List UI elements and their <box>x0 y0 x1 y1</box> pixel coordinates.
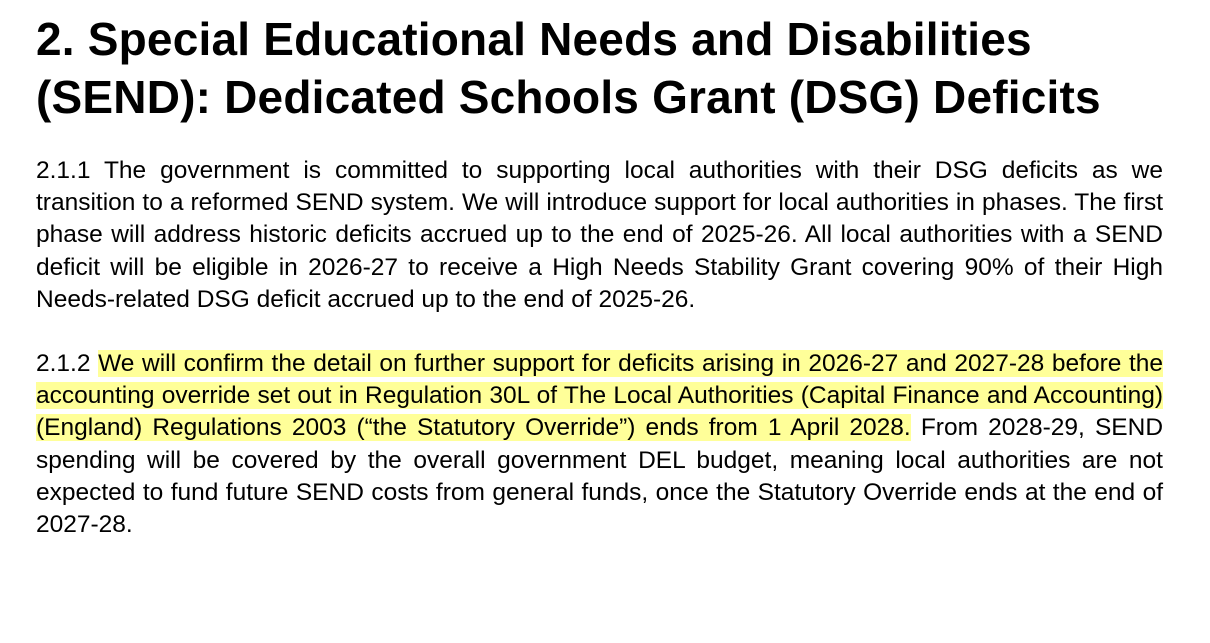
paragraph-text: The government is committed to supporting local authorities with their DSG deficits as we transition to a reformed SEND system. We will introduce support for local authorities in phases. The first phase will address historic deficits accrued up to the end of 2025-26. All local authorities with a SEND deficit will be eligible in 2026-27 to receive a High Needs Stability Grant covering 90% of their High Needs-related DSG deficit accrued up to the end of 2025-26. <box>36 157 1163 313</box>
section-heading: 2. Special Educational Needs and Disabilities (SEND): Dedicated Schools Grant (DSG) Deficits <box>36 13 1101 123</box>
paragraph-2-1-1 <box>36 155 1163 316</box>
paragraph-number: 2.1.2 <box>36 350 91 378</box>
highlighted-text: We will confirm the detail on further support for deficits arising in 2026-27 and 2027-28 before the accounting override set out in Regulation 30L of The Local Authorities (Capital Finance and Accounting) (England) Regulations 2003 (“the Statutory Override”) ends from 1 April 2028. <box>36 350 1164 442</box>
paragraph-2-1-2 <box>36 348 1163 541</box>
paragraph-text: From 2028-29, SEND spending will be covered by the overall government DEL budget, meaning local authorities are not expected to fund future SEND costs from general funds, once the Statutory Override ends at the end of 2027-28. <box>36 414 1164 539</box>
paragraph-number: 2.1.1 <box>36 157 91 184</box>
